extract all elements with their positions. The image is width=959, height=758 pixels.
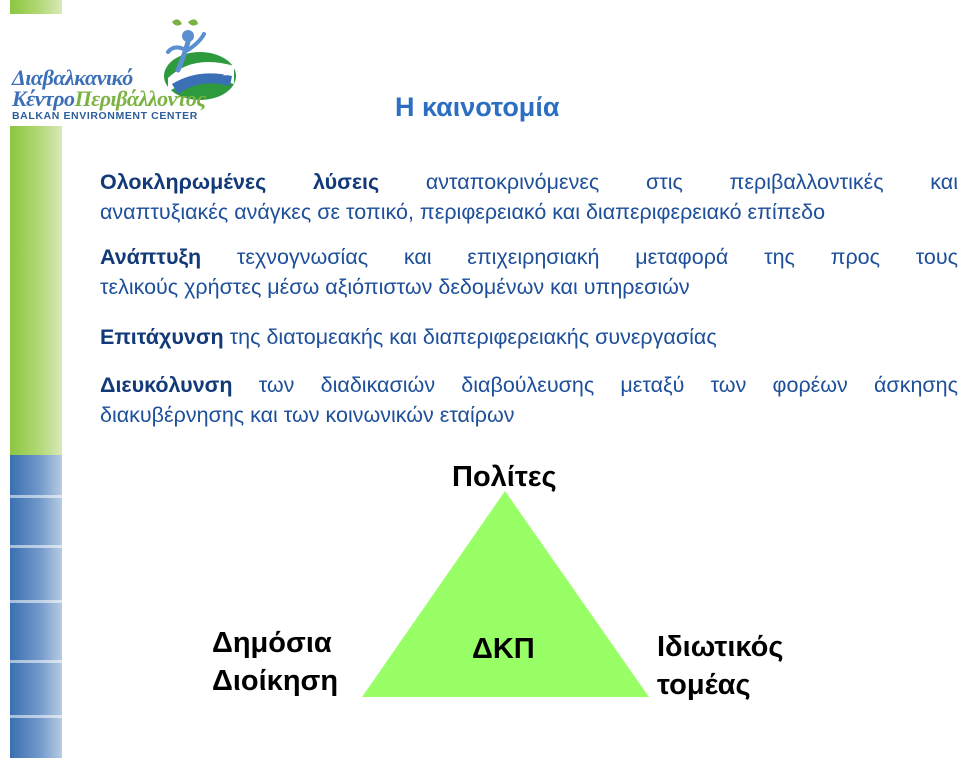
diagram-label-private-sector	[657, 628, 783, 704]
paragraph-text: διακυβέρνησης και των κοινωνικών εταίρων	[100, 403, 515, 427]
diagram-label-line: Διοίκηση	[212, 665, 339, 697]
paragraph-text: τεχνογνωσίας και επιχειρησιακή μεταφορά της προς τους	[201, 245, 958, 269]
svg-text:★: ★	[200, 67, 209, 77]
paragraph-bold-lead: Ολοκληρωμένες λύσεις	[100, 170, 380, 194]
slide-title: Η καινοτομία	[395, 92, 560, 122]
diagram-label-line: Ιδιωτικός	[657, 631, 784, 663]
logo-text-line1: Διαβαλκανικό	[12, 65, 133, 90]
paragraph-text: των διαδικασιών διαβούλευσης μεταξύ των φορέων άσκησης	[232, 373, 958, 397]
diagram-label-public-administration	[212, 624, 338, 700]
svg-text:★: ★	[222, 70, 229, 78]
diagram-label-line: τομέας	[657, 669, 751, 701]
paragraph-text: της διατομεακής και διαπεριφερειακής συνεργασίας	[223, 325, 717, 349]
paragraph-bold-lead: Ανάπτυξη	[100, 245, 202, 269]
diagram-label-center: ΔΚΠ	[472, 633, 535, 665]
paragraph-text: ανταποκρινόμενες στις περιβαλλοντικές και	[379, 170, 958, 194]
diagram-label-line: Δημόσια	[212, 627, 332, 659]
paragraph-bold-lead: Επιτάχυνση	[100, 325, 224, 349]
diagram-label-citizens: Πολίτες	[452, 461, 557, 493]
logo-subtitle: BALKAN ENVIRONMENT CENTER	[12, 110, 198, 122]
logo-text-kentro: Κέντρο	[12, 86, 75, 111]
paragraph-bold-lead: Διευκόλυνση	[100, 373, 233, 397]
logo-text-perivallontos: Περιβάλλοντος	[74, 86, 206, 111]
svg-text:★: ★	[212, 65, 220, 74]
paragraph-text: τελικούς χρήστες μέσω αξιόπιστων δεδομένων και υπηρεσιών	[100, 275, 690, 299]
paragraph-text: αναπτυξιακές ανάγκες σε τοπικό, περιφερειακό και διαπεριφερειακό επίπεδο	[100, 200, 826, 224]
